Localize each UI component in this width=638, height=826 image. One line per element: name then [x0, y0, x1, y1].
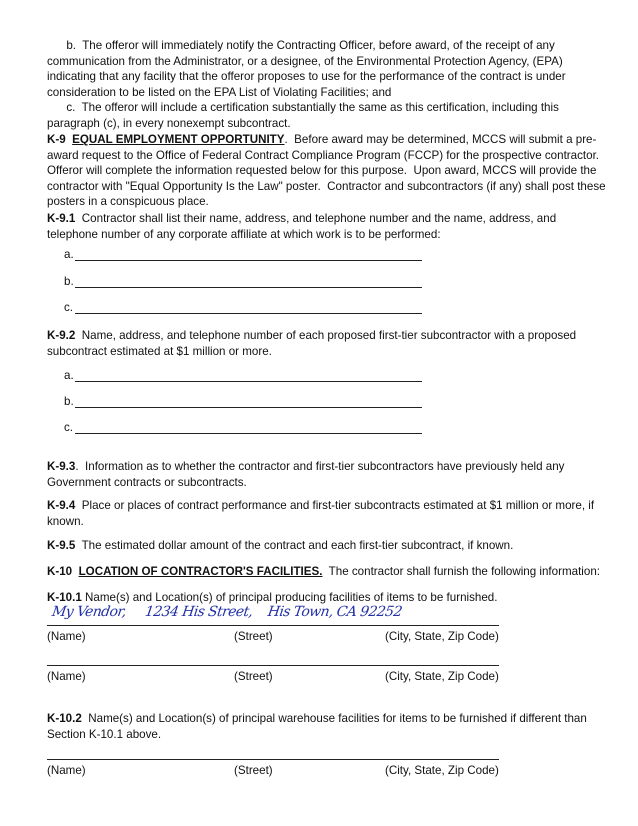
caption-name: (Name) [47, 630, 86, 643]
section-k10-2: K-10.2 Name(s) and Location(s) of principal warehouse facilities for items to be furnished if different than Section K-10.1 above. [47, 712, 587, 741]
blank-line[interactable] [75, 433, 422, 434]
caption-city: (City, State, Zip Code) [385, 764, 499, 777]
caption-city: (City, State, Zip Code) [385, 670, 499, 683]
section-k9-4: K-9.4 Place or places of contract performance and first-tier subcontracts estimated at $1 million or more, if known. [47, 499, 595, 528]
section-title: LOCATION OF CONTRACTOR'S FACILITIES. [78, 565, 323, 578]
fill-line[interactable] [47, 665, 499, 666]
caption-street: (Street) [234, 630, 273, 643]
handwritten-vendor-entry[interactable]: My Vendor, 1234 His Street, His Town, CA 92252 [50, 604, 403, 620]
section-k10-1: K-10.1 Name(s) and Location(s) of principal producing facilities of items to be furnished. [47, 591, 498, 604]
blank-line[interactable] [75, 287, 422, 288]
section-k9-1: K-9.1 Contractor shall list their name, address, and telephone number and the name, address, and telephone number of any corporate affiliate at which work is to be performed: [47, 212, 557, 241]
caption-city: (City, State, Zip Code) [385, 630, 499, 643]
section-k9-5: K-9.5 The estimated dollar amount of the contract and each first-tier subcontract, if known. [47, 539, 514, 552]
section-k9-2: K-9.2 Name, address, and telephone number of each proposed first-tier subcontractor with a proposed subcontract estimated at $1 million or more. [47, 329, 577, 358]
section-k10: K-10 LOCATION OF CONTRACTOR'S FACILITIES. The contractor shall furnish the following information: [47, 565, 600, 578]
blank-line[interactable] [75, 260, 422, 261]
paragraph-c: c. The offeror will include a certification substantially the same as this certification, including this paragraph (c), in every nonexempt subcontract. [47, 101, 559, 130]
section-title: EQUAL EMPLOYMENT OPPORTUNITY [72, 133, 285, 146]
fill-line[interactable] [47, 625, 499, 626]
caption-name: (Name) [47, 670, 86, 683]
paragraph-b: b. The offeror will immediately notify the Contracting Officer, before award, of the receipt of any communication from the Administrator, or a designee, of the Environmental Protection Agency, (EPA) indicating that any facility that the offeror proposes to use for the performance of the contract is under consideration to be listed on the EPA List of Violating Facilities; and [47, 39, 566, 99]
section-k9: K-9 EQUAL EMPLOYMENT OPPORTUNITY. Before award may be determined, MCCS will submit a pre- award request to the Office of Federal Contract Compliance Program (FCCP) for the prospective contractor. Offeror will complete the information requested below for this purpose. Upon award, MCCS will provide the contractor with "Equal Opportunity Is the Law" poster. Contractor and subcontractors (if any) shall post these posters in a conspicuous place. [47, 133, 606, 209]
caption-street: (Street) [234, 670, 273, 683]
section-k9-3: K-9.3. Information as to whether the contractor and first-tier subcontractors have previously held any Government contracts or subcontracts. [47, 460, 565, 489]
caption-name: (Name) [47, 764, 86, 777]
blank-line[interactable] [75, 313, 422, 314]
caption-street: (Street) [234, 764, 273, 777]
blank-line[interactable] [75, 381, 422, 382]
fill-line[interactable] [47, 759, 499, 760]
blank-line[interactable] [75, 407, 422, 408]
section-number: K-9 [47, 133, 66, 146]
